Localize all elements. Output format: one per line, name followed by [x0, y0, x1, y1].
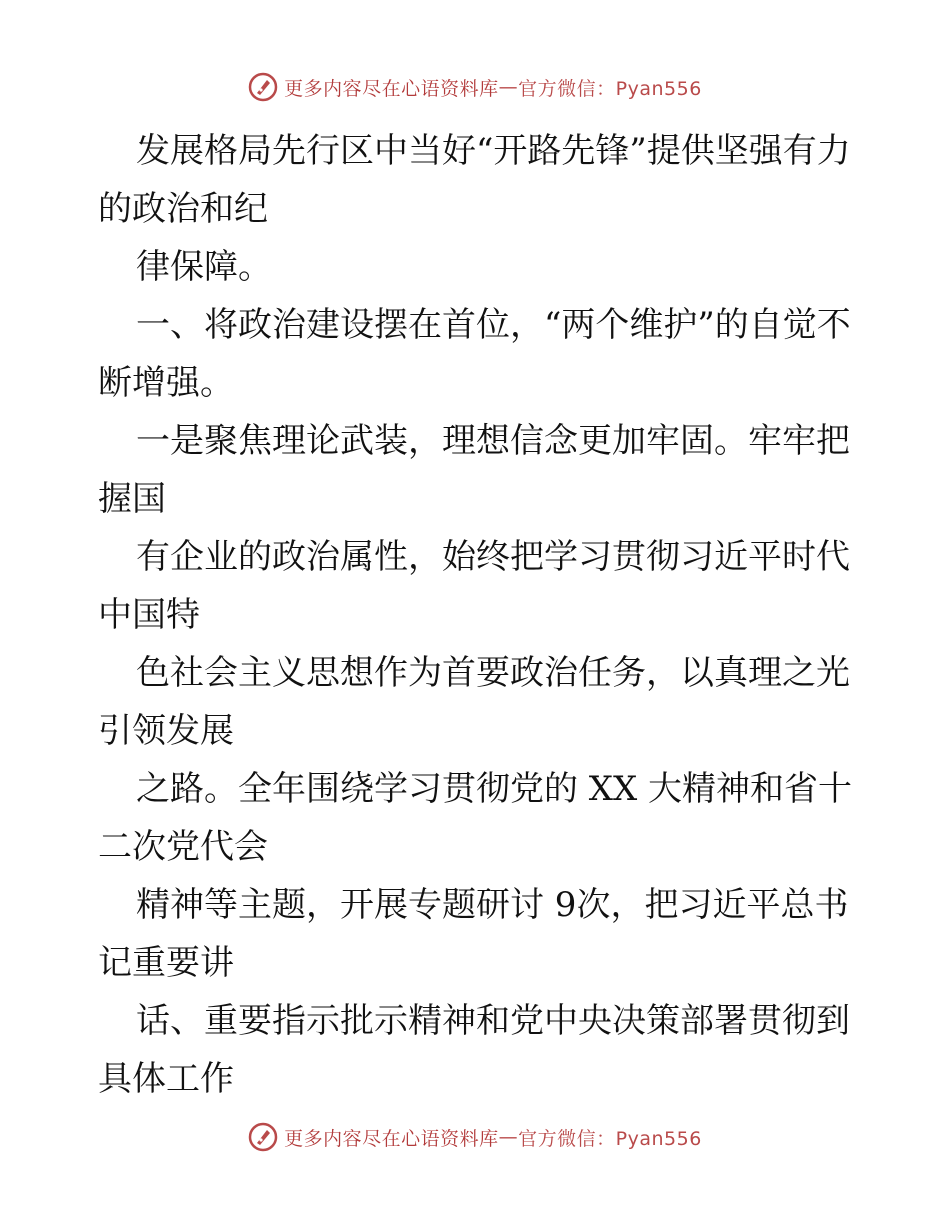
- watermark-wechat-text: 官方微信：Pyan556: [518, 1127, 702, 1150]
- paragraph-8: 精神等主题，开展专题研讨 9次，把习近平总书记重要讲: [98, 885, 849, 983]
- watermark-brand-text: 更多内容尽在心语资料库: [284, 77, 499, 100]
- paragraph-6: 色社会主义思想作为首要政治任务，以真理之光引领发展: [98, 653, 850, 751]
- paragraph-1: 发展格局先行区中当好“开路先锋”提供坚强有力的政治和纪: [98, 131, 851, 229]
- watermark-wechat-text: 官方微信：Pyan556: [518, 77, 702, 100]
- paragraph-7: 之路。全年围绕学习贯彻党的 XX 大精神和省十二次党代会: [98, 769, 853, 867]
- watermark-separator: —: [498, 76, 519, 98]
- watermark-brand-text: 更多内容尽在心语资料库: [284, 1127, 499, 1150]
- paragraph-9: 话、重要指示批示精神和党中央决策部署贯彻到具体工作: [98, 1001, 850, 1099]
- watermark-separator: —: [498, 1126, 519, 1148]
- pen-nib-logo-icon: [248, 1122, 278, 1152]
- pen-nib-logo-icon: [248, 72, 278, 102]
- paragraph-4: 一是聚焦理论武装，理想信念更加牢固。牢牢把握国: [98, 421, 850, 519]
- document-body: [98, 122, 858, 1108]
- header-watermark: [0, 72, 950, 102]
- paragraph-2: 律保障。: [136, 247, 272, 287]
- footer-watermark: [0, 1122, 950, 1152]
- paragraph-5: 有企业的政治属性，始终把学习贯彻习近平时代中国特: [98, 537, 850, 635]
- paragraph-3: 一、将政治建设摆在首位，“两个维护”的自觉不断增强。: [98, 305, 851, 403]
